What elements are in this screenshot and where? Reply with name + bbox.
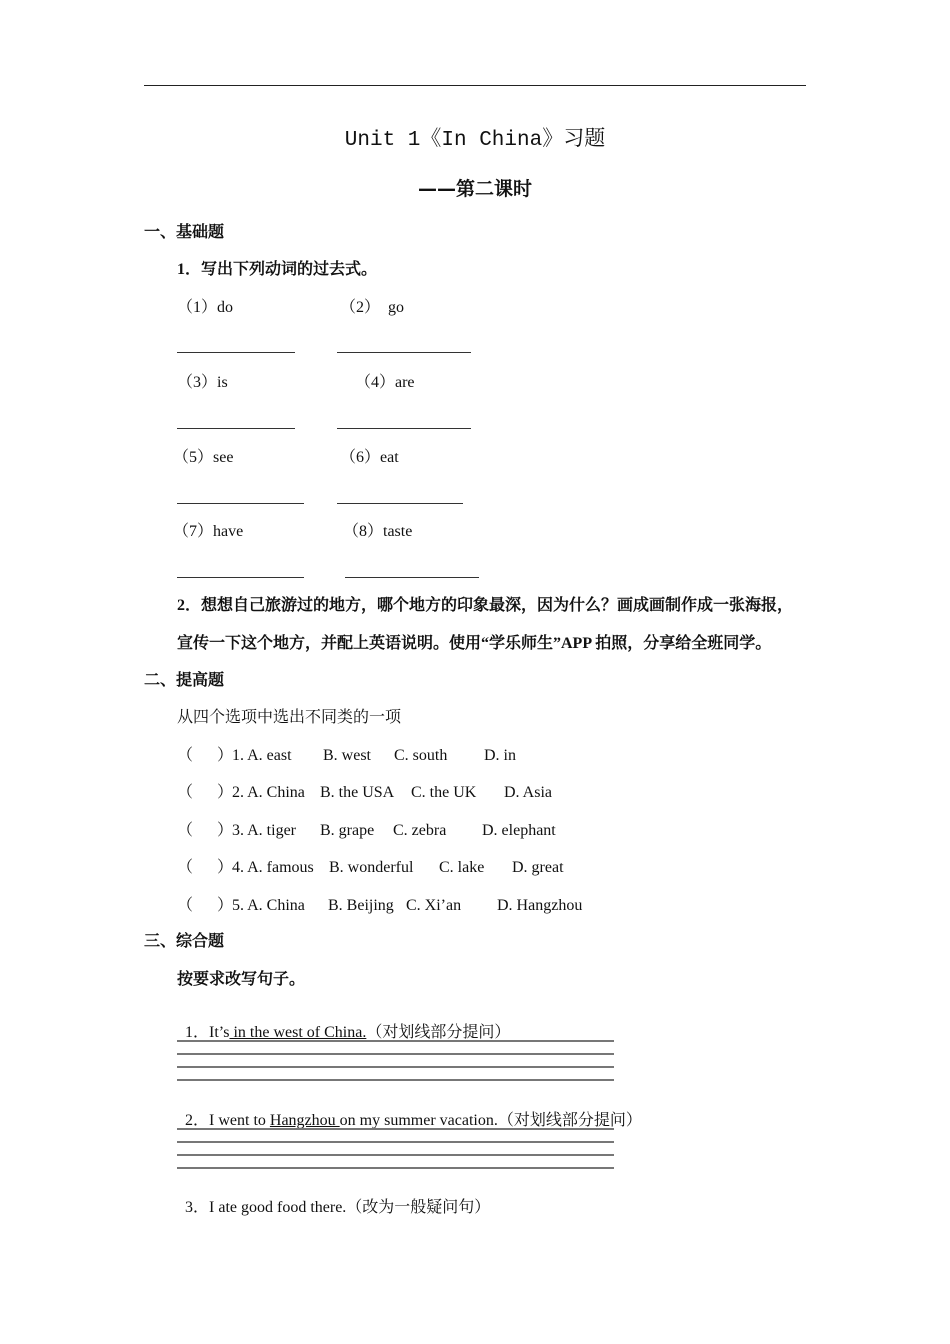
option-b: B. Beijing [328,897,394,914]
rewrite-sentence-3: 3．I ate good food there.（改为一般疑问句） [185,1199,491,1216]
option-a: 4. A. famous [232,859,314,876]
page-title: Unit 1《In China》习题 [344,129,606,152]
answer-blank-8[interactable] [345,577,479,578]
verb-item-7: （7）have [173,523,244,540]
answer-blank-1[interactable] [177,352,295,353]
option-d: D. Asia [504,784,552,801]
verb-item-3: （3）is [177,374,228,391]
underlined-phrase: Hangzhou [269,1112,340,1129]
option-b: B. west [323,747,371,764]
question-1-number: 1． [177,261,202,278]
underlined-phrase: in the west of China. [229,1024,367,1041]
option-d: D. Hangzhou [497,897,583,914]
question-1 [177,262,377,278]
question-1-text: 写出下列动词的过去式。 [201,261,378,278]
section-3-instruction: 按要求改写句子。 [177,971,306,988]
question-2-line-2: 宣传一下这个地方，并配上英语说明。使用“学乐师生”APP 拍照，分享给全班同学。 [177,635,772,652]
option-c: C. lake [439,859,485,876]
question-2-line-1: 2．想想自己旅游过的地方，哪个地方的印象最深，因为什么？画成画制作成一张海报， [177,597,794,614]
answer-bracket[interactable]: （ ） [177,897,234,914]
header-rule [144,85,806,86]
option-b: B. wonderful [329,859,414,876]
verb-item-8: （8）taste [343,523,413,540]
verb-item-1: （1）do [177,299,234,316]
answer-bracket[interactable]: （ ） [177,784,234,801]
option-a: 3. A. tiger [232,822,296,839]
option-a: 2. A. China [232,784,305,801]
section-2-instruction: 从四个选项中选出不同类的一项 [177,709,402,726]
answer-bracket[interactable]: （ ） [177,859,234,876]
page-subtitle: ——第二课时 [417,178,532,200]
answer-line[interactable] [177,1053,614,1055]
option-c: C. the UK [411,784,477,801]
option-b: B. grape [320,822,375,839]
answer-line[interactable] [177,1141,614,1143]
answer-line[interactable] [177,1066,614,1068]
section-heading-comprehensive: 三、综合题 [144,933,225,950]
verb-item-5: （5）see [173,449,234,466]
option-d: D. elephant [482,822,556,839]
answer-line[interactable] [177,1167,614,1169]
answer-bracket[interactable]: （ ） [177,822,234,839]
verb-item-2: （2） go [340,299,405,316]
option-c: C. south [394,747,448,764]
option-c: C. zebra [393,822,447,839]
section-heading-basic: 一、基础题 [144,224,225,241]
answer-line[interactable] [177,1128,614,1130]
verb-item-4: （4）are [355,374,415,391]
verb-item-6: （6）eat [340,449,399,466]
option-d: D. in [484,747,516,764]
answer-bracket[interactable]: （ ） [177,747,234,764]
option-b: B. the USA [320,784,395,801]
rewrite-sentence-1: 1．It’s in the west of China.（对划线部分提问） [185,1024,511,1041]
answer-blank-4[interactable] [337,428,471,429]
answer-blank-5[interactable] [177,503,304,504]
option-c: C. Xi’an [406,897,462,914]
option-d: D. great [512,859,564,876]
answer-blank-3[interactable] [177,428,295,429]
answer-blank-6[interactable] [337,503,463,504]
answer-line[interactable] [177,1154,614,1156]
option-a: 5. A. China [232,897,305,914]
answer-line[interactable] [177,1079,614,1081]
option-a: 1. A. east [232,747,292,764]
answer-line[interactable] [177,1040,614,1042]
rewrite-sentence-2: 2．I went to Hangzhou on my summer vacation.（对划线部分提问） [185,1112,642,1129]
answer-blank-2[interactable] [337,352,471,353]
answer-blank-7[interactable] [177,577,304,578]
question-2-number: 2． [177,597,202,614]
section-heading-improve: 二、提高题 [144,672,225,689]
